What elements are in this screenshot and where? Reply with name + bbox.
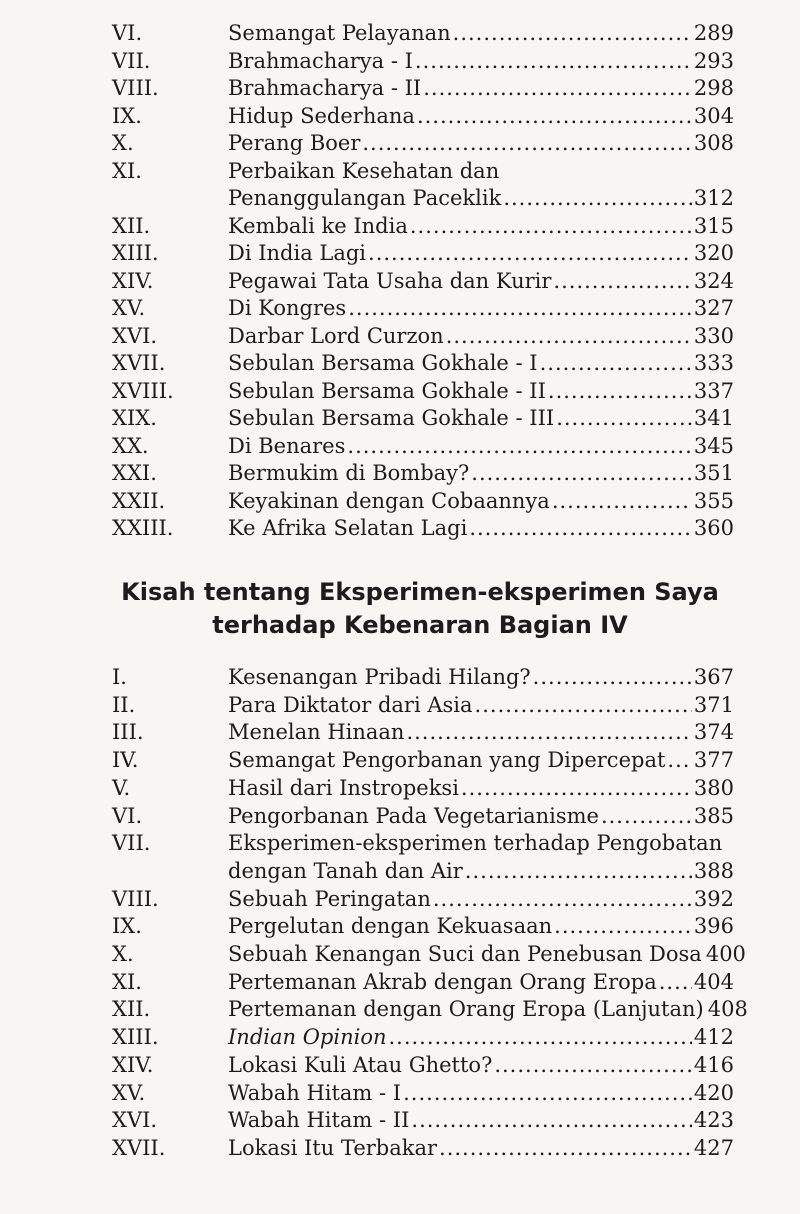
page-number: 341 bbox=[693, 406, 734, 430]
chapter-title: Kesenangan Pribadi Hilang? bbox=[228, 665, 531, 689]
chapter-title: Menelan Hinaan bbox=[228, 720, 405, 745]
page-number: 312 bbox=[693, 186, 734, 210]
chapter-number: X. bbox=[112, 131, 134, 155]
toc-entry bbox=[112, 803, 734, 831]
page-number: 396 bbox=[693, 914, 734, 939]
dot-leader bbox=[461, 775, 692, 803]
chapter-title: Sebuah Kenangan Suci dan Penebusan Dosa bbox=[228, 942, 702, 967]
chapter-number: X. bbox=[112, 942, 134, 967]
dot-leader bbox=[423, 75, 692, 103]
toc-entry bbox=[112, 830, 734, 885]
chapter-title: Lokasi Itu Terbakar bbox=[228, 1135, 438, 1160]
toc-entry bbox=[112, 20, 734, 48]
heading-line-1: Kisah tentang Eksperimen-eksperimen Saya bbox=[121, 578, 719, 606]
page-number: 304 bbox=[693, 103, 734, 128]
chapter-title: Hasil dari Instropeksi bbox=[228, 775, 459, 800]
toc-entry bbox=[112, 75, 734, 103]
page-number: 388 bbox=[693, 858, 734, 883]
toc-part-4 bbox=[112, 664, 748, 1163]
chapter-title: Ke Afrika Selatan Lagi bbox=[228, 516, 468, 540]
dot-leader bbox=[469, 515, 692, 543]
dot-leader bbox=[503, 185, 692, 213]
chapter-number: XIV. bbox=[112, 268, 154, 293]
toc-entry bbox=[112, 719, 734, 747]
page-number: 355 bbox=[693, 488, 734, 513]
chapter-title: Eksperimen-eksperimen terhadap Pengobatan bbox=[228, 831, 723, 856]
chapter-number: XV. bbox=[112, 1080, 146, 1105]
page-number: 371 bbox=[693, 692, 734, 717]
chapter-number: XXIII. bbox=[112, 516, 174, 540]
chapter-title: Semangat Pengorbanan yang Dipercepat bbox=[228, 748, 666, 773]
toc-entry bbox=[112, 213, 734, 241]
chapter-title: Wabah Hitam - II bbox=[228, 1108, 410, 1133]
toc-entry bbox=[112, 515, 734, 543]
chapter-number: VI. bbox=[112, 21, 143, 45]
chapter-number: XV. bbox=[112, 296, 146, 320]
chapter-title: Keyakinan dengan Cobaannya bbox=[228, 488, 550, 513]
page-number: 392 bbox=[693, 886, 734, 911]
page-number: 330 bbox=[693, 323, 734, 348]
toc-entry bbox=[112, 969, 734, 997]
dot-leader bbox=[601, 803, 692, 831]
dot-leader bbox=[553, 268, 691, 296]
chapter-number: XX. bbox=[112, 433, 149, 458]
page-number: 315 bbox=[693, 213, 734, 238]
page-number: 308 bbox=[693, 131, 734, 155]
chapter-title: Sebulan Bersama Gokhale - III bbox=[228, 406, 555, 430]
page-number: 293 bbox=[693, 48, 734, 73]
page-number: 374 bbox=[693, 720, 734, 745]
chapter-number: IV. bbox=[112, 748, 139, 773]
toc-entry bbox=[112, 1107, 734, 1135]
dot-leader bbox=[348, 295, 692, 323]
dot-leader bbox=[540, 350, 692, 378]
dot-leader bbox=[388, 1024, 691, 1052]
page-number: 360 bbox=[693, 516, 734, 540]
chapter-number: VII. bbox=[112, 831, 151, 856]
dot-leader bbox=[475, 692, 692, 720]
dot-leader bbox=[533, 664, 692, 692]
page-number: 324 bbox=[693, 268, 734, 293]
chapter-title: Pergelutan dengan Kekuasaan bbox=[228, 914, 553, 939]
toc-entry bbox=[112, 378, 734, 406]
chapter-title: Pengorbanan Pada Vegetarianisme bbox=[228, 803, 599, 828]
toc-part-3 bbox=[112, 20, 734, 543]
chapter-title: Sebulan Bersama Gokhale - I bbox=[228, 351, 538, 375]
page-number: 380 bbox=[693, 775, 734, 800]
toc-entry bbox=[112, 1135, 734, 1163]
toc-entry bbox=[112, 48, 734, 76]
chapter-title: Pertemanan Akrab dengan Orang Eropa bbox=[228, 969, 657, 994]
toc-entry bbox=[112, 747, 734, 775]
page-number: 333 bbox=[693, 351, 734, 375]
page-number: 385 bbox=[693, 803, 734, 828]
toc-entry bbox=[112, 460, 734, 488]
dot-leader bbox=[433, 886, 692, 914]
toc-entry bbox=[112, 405, 734, 433]
page-number: 404 bbox=[693, 969, 734, 994]
page-number: 412 bbox=[693, 1025, 734, 1050]
chapter-title: Pertemanan dengan Orang Eropa (Lanjutan) bbox=[228, 997, 704, 1022]
chapter-number: V. bbox=[112, 775, 131, 800]
chapter-title: Semangat Pelayanan bbox=[228, 21, 451, 45]
toc-entry bbox=[112, 268, 734, 296]
chapter-number: XIX. bbox=[112, 406, 157, 430]
toc-entry bbox=[112, 1052, 734, 1080]
chapter-number: VII. bbox=[112, 48, 151, 73]
page-number: 400 bbox=[705, 942, 746, 967]
toc-entry bbox=[112, 323, 734, 351]
chapter-number: XVI. bbox=[112, 1108, 158, 1133]
toc-entry bbox=[112, 996, 748, 1024]
toc-entry bbox=[112, 775, 734, 803]
chapter-number: XIII. bbox=[112, 241, 159, 265]
chapter-number: XI. bbox=[112, 158, 142, 183]
chapter-title: Sebulan Bersama Gokhale - II bbox=[228, 378, 546, 403]
chapter-number: XXII. bbox=[112, 488, 166, 513]
dot-leader bbox=[411, 1107, 692, 1135]
chapter-title: Kembali ke India bbox=[228, 213, 408, 238]
chapter-title: Di Kongres bbox=[228, 296, 347, 320]
dot-leader bbox=[471, 460, 692, 488]
toc-entry bbox=[112, 664, 734, 692]
chapter-number: VI. bbox=[112, 803, 143, 828]
chapter-title: Brahmacharya - I bbox=[228, 48, 413, 73]
dot-leader bbox=[362, 130, 692, 158]
chapter-title: Para Diktator dari Asia bbox=[228, 692, 473, 717]
chapter-title: Indian Opinion bbox=[228, 1025, 387, 1050]
chapter-number: II. bbox=[112, 692, 136, 717]
page-number: 423 bbox=[693, 1108, 734, 1133]
toc-entry bbox=[112, 240, 734, 268]
chapter-number: XXI. bbox=[112, 461, 157, 485]
page-number: 327 bbox=[693, 296, 734, 320]
page-number: 420 bbox=[693, 1080, 734, 1105]
chapter-title: Perang Boer bbox=[228, 131, 361, 155]
page-number: 320 bbox=[693, 241, 734, 265]
page-number: 345 bbox=[693, 433, 734, 458]
chapter-title: Bermukim di Bombay? bbox=[228, 461, 470, 485]
dot-leader bbox=[556, 405, 692, 433]
chapter-number: IX. bbox=[112, 914, 142, 939]
toc-entry bbox=[112, 488, 734, 516]
chapter-number: XVIII. bbox=[112, 378, 174, 403]
dot-leader bbox=[667, 747, 692, 775]
chapter-number: XVI. bbox=[112, 323, 158, 348]
dot-leader bbox=[659, 969, 692, 997]
toc-entry bbox=[112, 130, 734, 158]
toc-entry bbox=[112, 295, 734, 323]
dot-leader bbox=[465, 858, 692, 886]
dot-leader bbox=[446, 323, 692, 351]
chapter-number: XI. bbox=[112, 969, 142, 994]
dot-leader bbox=[410, 213, 692, 241]
page-number: 351 bbox=[693, 461, 734, 485]
dot-leader bbox=[415, 48, 692, 76]
chapter-number: XII. bbox=[112, 997, 151, 1022]
toc-entry bbox=[112, 692, 734, 720]
chapter-number: XII. bbox=[112, 213, 151, 238]
toc-entry bbox=[112, 103, 734, 131]
page-number: 427 bbox=[693, 1135, 734, 1160]
page-number: 289 bbox=[693, 21, 734, 45]
toc-entry bbox=[112, 886, 734, 914]
chapter-title: Di Benares bbox=[228, 433, 346, 458]
chapter-title: Brahmacharya - II bbox=[228, 76, 422, 100]
chapter-title: Wabah Hitam - I bbox=[228, 1080, 402, 1105]
toc-entry bbox=[112, 1024, 734, 1052]
dot-leader bbox=[494, 1052, 692, 1080]
page-number: 367 bbox=[693, 665, 734, 689]
chapter-title: Di India Lagi bbox=[228, 241, 367, 265]
chapter-title: Pegawai Tata Usaha dan Kurir bbox=[228, 268, 552, 293]
toc-entry bbox=[112, 913, 734, 941]
page-number: 377 bbox=[693, 748, 734, 773]
chapter-title: Hidup Sederhana bbox=[228, 103, 415, 128]
toc-entry bbox=[112, 941, 746, 969]
chapter-number: III. bbox=[112, 720, 144, 745]
dot-leader bbox=[453, 20, 692, 48]
toc-entry bbox=[112, 1080, 734, 1108]
chapter-title: Penanggulangan Paceklik bbox=[228, 186, 502, 210]
chapter-title: dengan Tanah dan Air bbox=[228, 858, 463, 883]
dot-leader bbox=[368, 240, 692, 268]
toc-entry bbox=[112, 350, 734, 378]
dot-leader bbox=[403, 1080, 692, 1108]
dot-leader bbox=[554, 913, 692, 941]
dot-leader bbox=[417, 103, 692, 131]
heading-line-2: terhadap Kebenaran Bagian IV bbox=[212, 611, 628, 639]
dot-leader bbox=[406, 719, 691, 747]
chapter-number: IX. bbox=[112, 103, 142, 128]
chapter-title: Lokasi Kuli Atau Ghetto? bbox=[228, 1052, 493, 1077]
chapter-title: Perbaikan Kesehatan dan bbox=[228, 158, 500, 183]
toc-entry bbox=[112, 433, 734, 461]
chapter-number: VIII. bbox=[112, 76, 159, 100]
dot-leader bbox=[439, 1135, 692, 1163]
dot-leader bbox=[548, 378, 692, 406]
page-number: 298 bbox=[693, 76, 734, 100]
toc-entry bbox=[112, 158, 734, 213]
page-number: 337 bbox=[693, 378, 734, 403]
chapter-title: Darbar Lord Curzon bbox=[228, 323, 444, 348]
chapter-number: XVII. bbox=[112, 1135, 166, 1160]
chapter-title: Sebuah Peringatan bbox=[228, 886, 431, 911]
chapter-number: XIII. bbox=[112, 1025, 159, 1050]
chapter-number: XVII. bbox=[112, 351, 166, 375]
section-heading bbox=[60, 576, 780, 642]
chapter-number: VIII. bbox=[112, 886, 159, 911]
page-number: 416 bbox=[693, 1052, 734, 1077]
chapter-number: I. bbox=[112, 665, 127, 689]
chapter-number: XIV. bbox=[112, 1052, 154, 1077]
page-number: 408 bbox=[707, 997, 748, 1022]
dot-leader bbox=[347, 433, 692, 461]
dot-leader bbox=[552, 488, 692, 516]
